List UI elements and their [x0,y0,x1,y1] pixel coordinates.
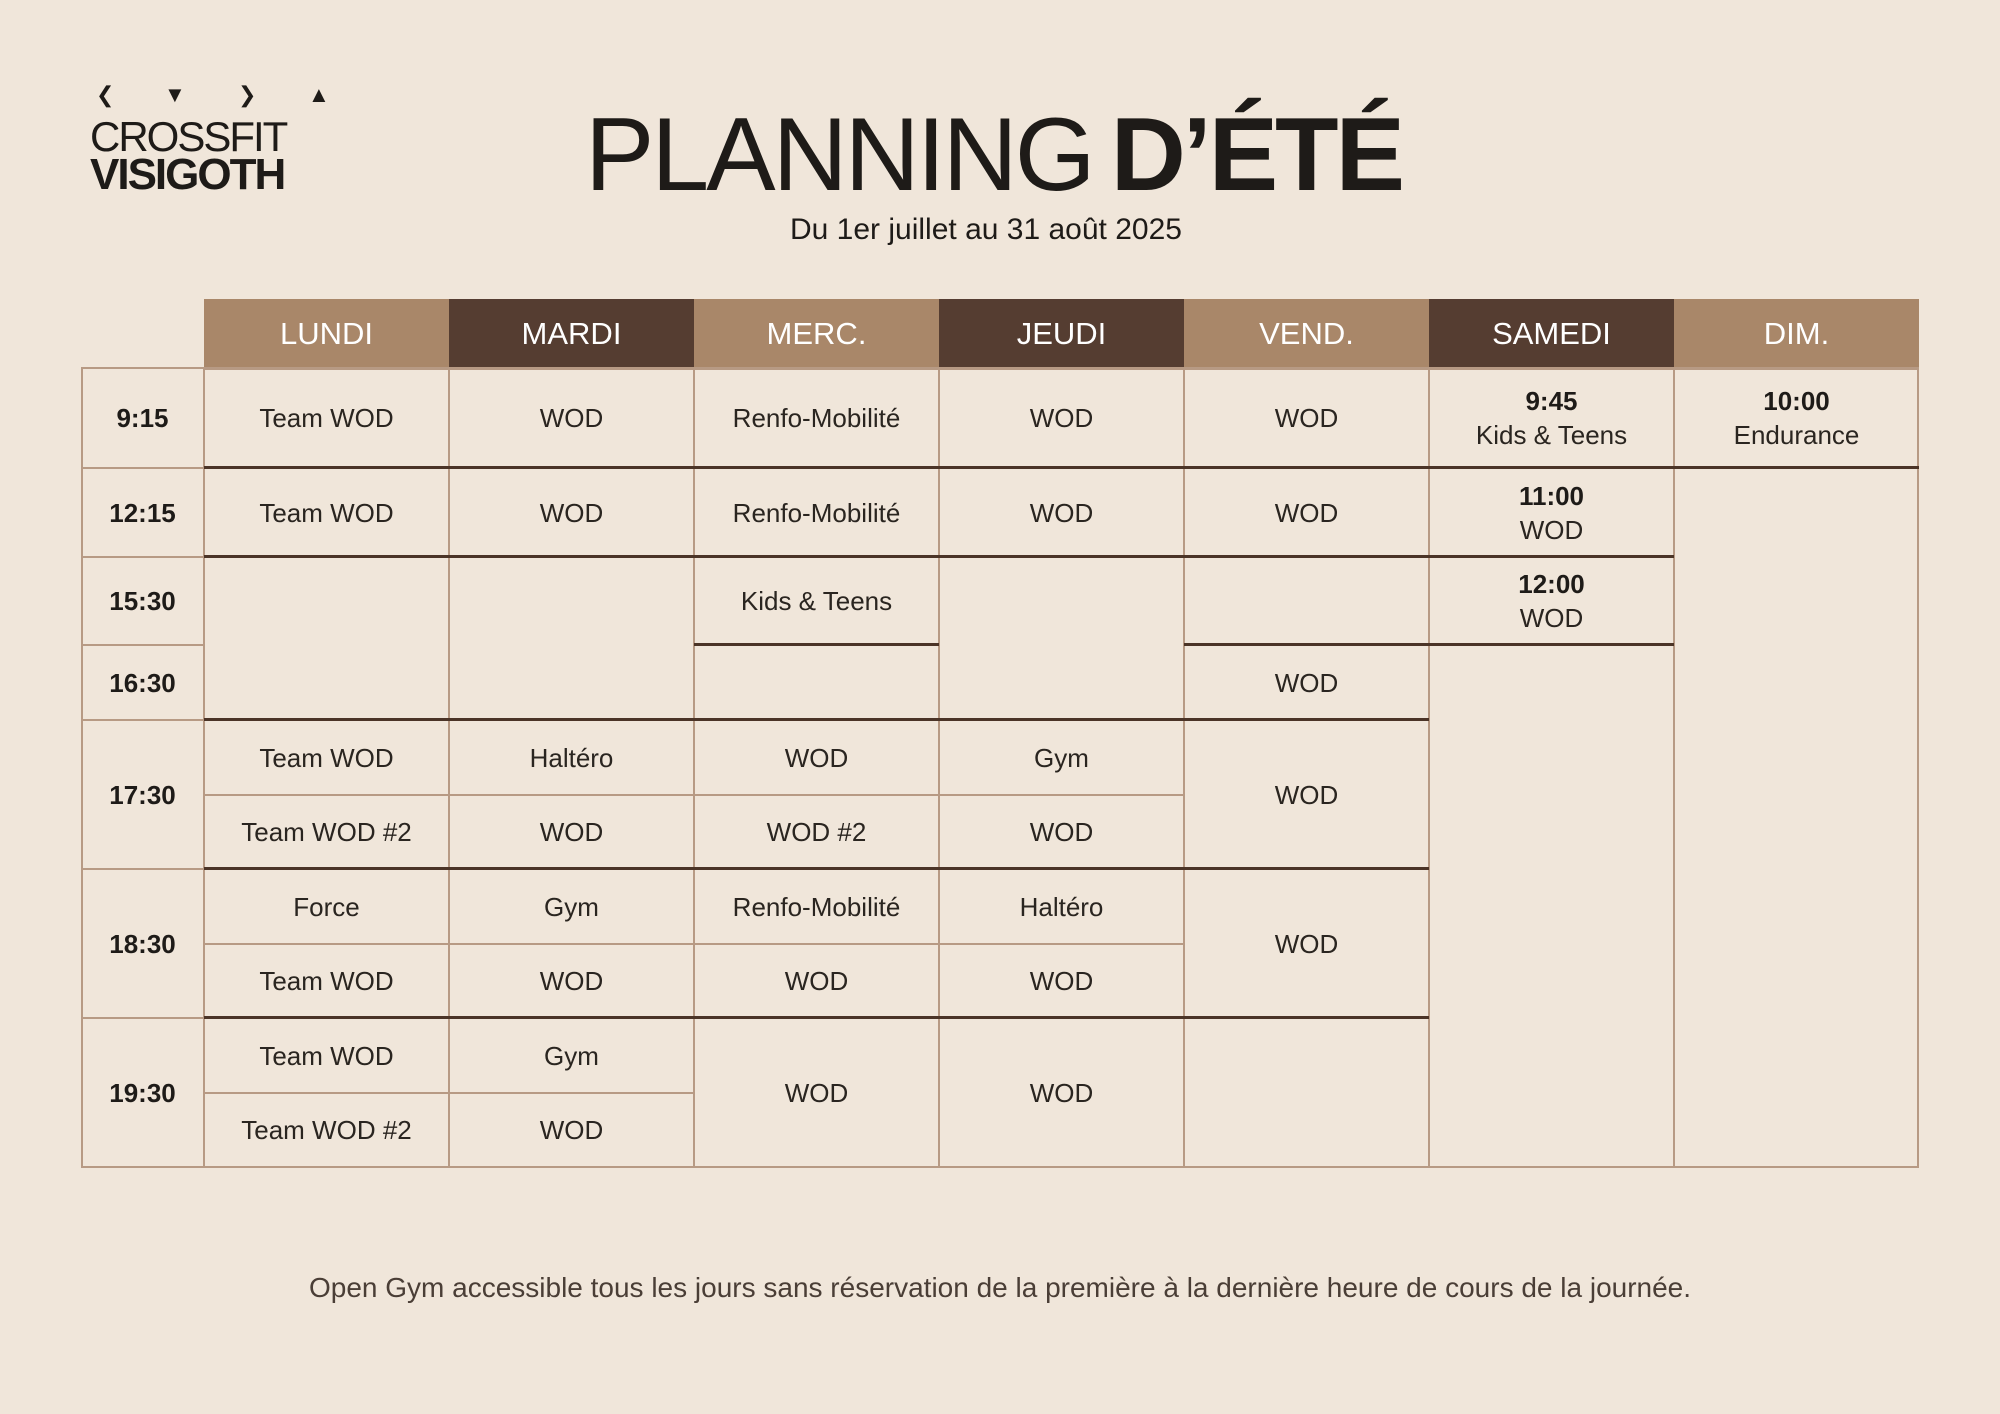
time-label: 16:30 [109,667,176,698]
day-header-jeudi: JEUDI [939,299,1184,368]
grid-line [81,719,204,721]
grid-line [81,1166,1919,1168]
class-slot: WOD [539,817,604,847]
grid-line [81,367,204,369]
class-slot: WOD [1274,779,1339,810]
class-slot: WOD [1274,928,1339,959]
class-slot: Haltéro [1019,891,1104,922]
class-slot: Haltéro [529,742,614,773]
class-slot [1674,368,1919,468]
class-slot: WOD [539,966,604,996]
class-slot [1429,557,1674,645]
logo-wordmark-line2: VISIGOTH [90,150,285,199]
class-slot: Team WOD #2 [241,1115,412,1145]
class-slot: WOD [539,403,604,433]
grid-line [204,1092,694,1094]
class-slot: WOD [1029,497,1094,528]
logo-wordmark-line1: CROSSFIT [90,113,287,160]
grid-line [1673,368,1675,1168]
slot-time: 11:00 [1518,480,1585,511]
grid-line [693,368,695,1168]
grid-line [204,1016,1429,1019]
grid-line [204,867,1429,870]
grid-line [1917,368,1919,1168]
open-gym-note: Open Gym accessible tous les jours sans réservation de la première à la dernière heure de cours de la journée. [308,1272,1692,1303]
class-slot: WOD [784,966,849,996]
time-label: 19:30 [109,1077,176,1108]
class-slot: WOD [1029,1077,1094,1108]
grid-line [448,368,450,1168]
time-label: 17:30 [109,779,176,810]
grid-line [1183,368,1185,1168]
day-header-vendredi: VEND. [1184,299,1429,368]
chevron-right-icon: ❯ [238,82,257,107]
grid-line [81,868,204,870]
day-header-lundi: LUNDI [204,299,449,368]
chevron-up-icon: ▲ [308,82,330,107]
class-slot [1429,468,1674,557]
class-slot: Team WOD [259,966,394,996]
grid-line [81,1017,204,1019]
chevron-left-icon: ❮ [96,82,115,107]
grid-line [204,794,1184,796]
title-part2: D’ÉTÉ [1110,97,1402,213]
slot-time: 9:45 [1525,386,1578,416]
time-label: 9:15 [116,403,169,433]
day-header-dimanche: DIM. [1674,299,1919,368]
grid-line [204,555,1674,558]
class-slot: Renfo-Mobilité [732,891,901,922]
grid-line [204,367,1919,370]
class-slot: WOD [539,497,604,528]
class-slot: WOD [539,1115,604,1145]
day-header-mercredi: MERC. [694,299,939,368]
class-slot: Renfo-Mobilité [732,497,901,528]
class-slot: Team WOD #2 [241,817,412,847]
time-label: 15:30 [109,586,176,616]
grid-line [204,466,1919,469]
slot-name: WOD [1519,603,1584,633]
slot-name: Kids & Teens [1475,420,1628,450]
class-slot: WOD [1029,966,1094,996]
slot-name: WOD [1519,514,1584,545]
grid-line [203,368,205,1168]
grid-line [204,943,1184,945]
grid-line [81,556,204,558]
time-label: 18:30 [109,928,176,959]
grid-line [81,644,204,646]
class-slot: Force [293,891,360,922]
class-slot: Gym [544,1040,599,1071]
class-slot: Team WOD [259,497,394,528]
class-slot: WOD [1029,403,1094,433]
grid-line [694,643,939,646]
chevron-down-icon: ▼ [164,82,186,107]
class-slot: Kids & Teens [740,586,893,616]
class-slot [1429,368,1674,468]
slot-name: Endurance [1733,420,1860,450]
title-part1: PLANNING [585,97,1093,213]
class-slot: Team WOD [259,1040,394,1071]
slot-time: 10:00 [1763,386,1830,416]
grid-line [81,467,204,469]
class-slot: Renfo-Mobilité [732,403,901,433]
class-slot: WOD #2 [766,817,867,847]
grid-line [1428,368,1430,1168]
time-label: 12:15 [109,497,176,528]
day-header-samedi: SAMEDI [1429,299,1674,368]
class-slot: WOD [1029,817,1094,847]
day-header-mardi: MARDI [449,299,694,368]
class-slot: Team WOD [259,742,394,773]
grid-line [81,367,83,1168]
date-range-subtitle: Du 1er juillet au 31 août 2025 [790,213,1182,246]
grid-line [1184,643,1674,646]
class-slot: Gym [1034,742,1089,773]
class-slot: WOD [784,742,849,773]
class-slot: WOD [1274,497,1339,528]
class-slot: WOD [1274,667,1339,698]
grid-line [204,718,1429,721]
class-slot: Team WOD [259,403,394,433]
slot-time: 12:00 [1518,569,1585,599]
class-slot: Gym [544,891,599,922]
grid-line [938,368,940,1168]
class-slot: WOD [1274,403,1339,433]
class-slot: WOD [784,1077,849,1108]
